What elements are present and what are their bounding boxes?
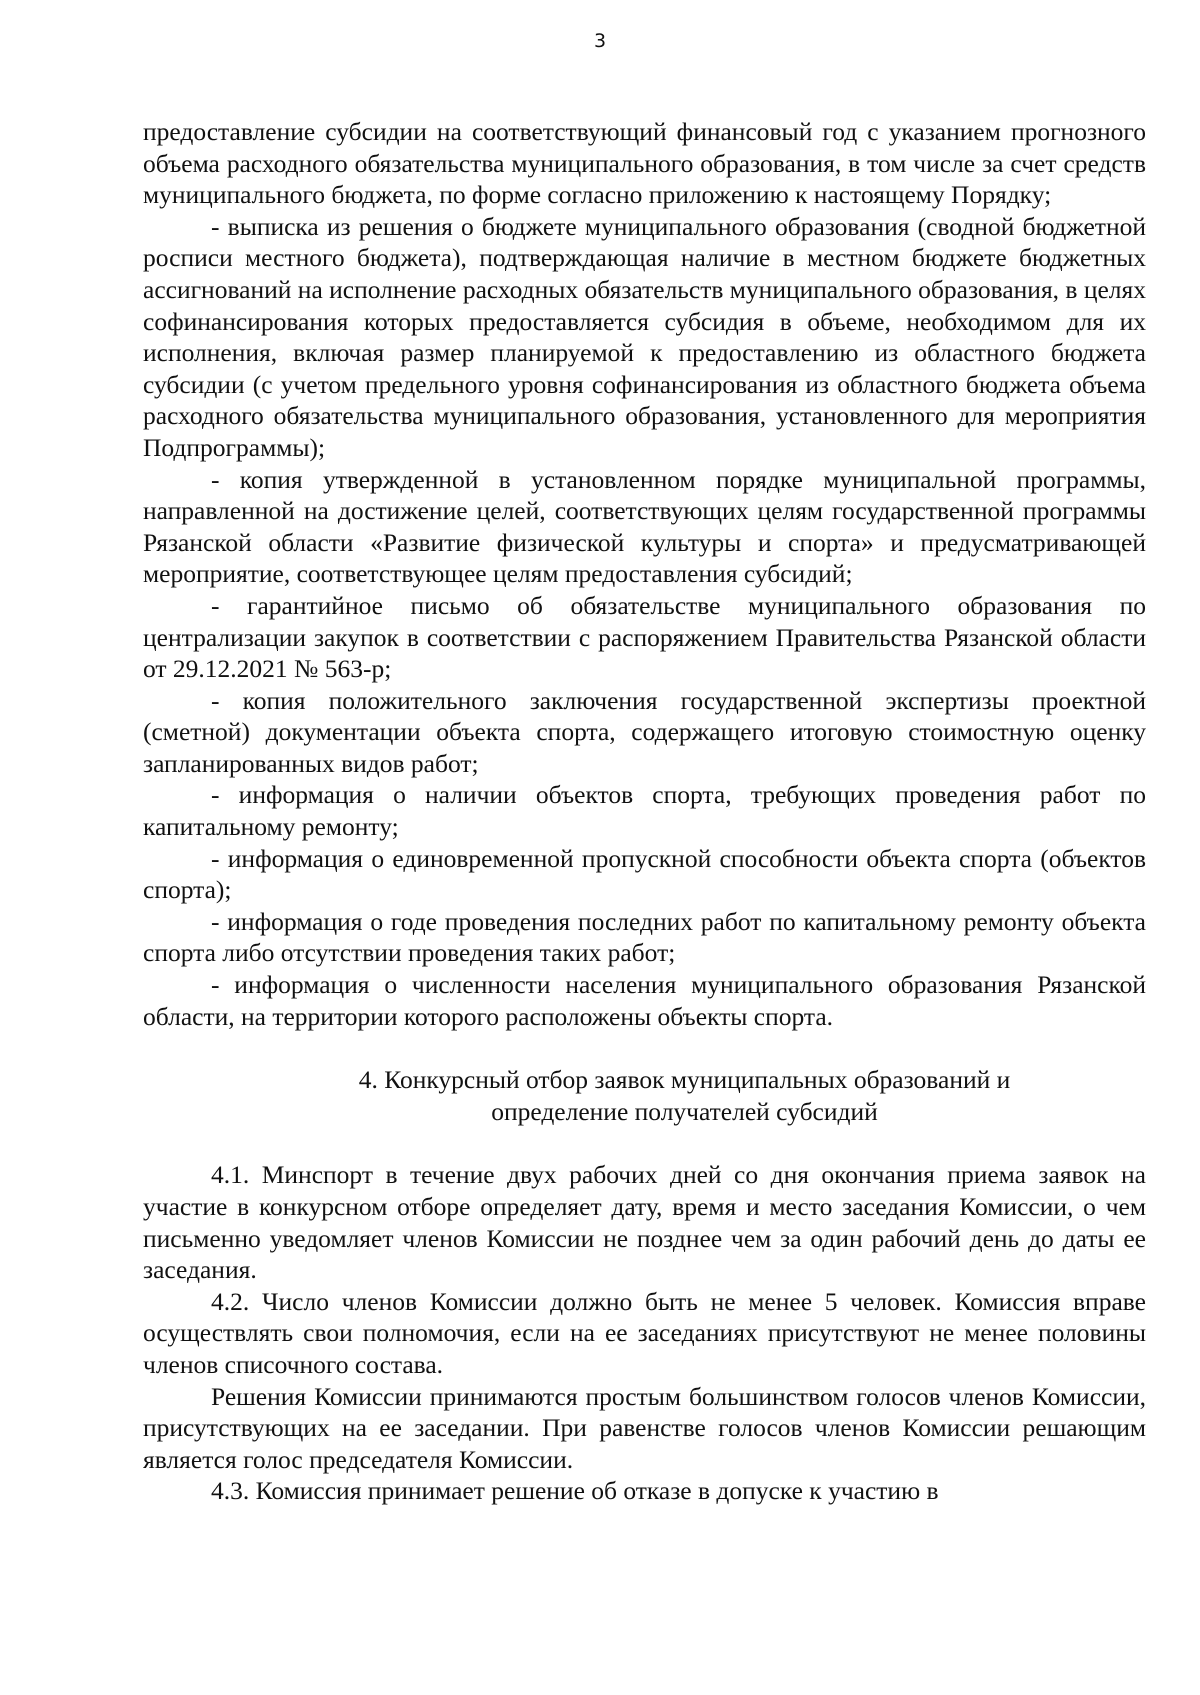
clause-4-3: 4.3. Комиссия принимает решение об отказе в допуске к участию в bbox=[211, 1476, 939, 1506]
clause-4-2-decisions: Решения Комиссии принимаются простым большинством голосов членов Комиссии, присутствующих на ее заседании. При равенстве голосов членов Комиссии решающим является голос председателя Комиссии. bbox=[143, 1381, 1146, 1474]
section-heading-line-2: определение получателей субсидий bbox=[491, 1096, 878, 1126]
paragraph-continuation: предоставление субсидии на соответствующий финансовый год с указанием прогнозного объема расходного обязательства муниципального образования, в том числе за счет средств муниципального бюджета, по форме согласно приложению к настоящему Порядку; bbox=[143, 117, 1146, 210]
list-item-capacity-info: - информация о единовременной пропускной способности объекта спорта (объектов спорта); bbox=[143, 843, 1146, 905]
list-item-guarantee-letter: - гарантийное письмо об обязательстве муниципального образования по централизации закупок в соответствии с распоряжением Правительства Рязанской области от 29.12.2021 № 563-р; bbox=[143, 590, 1146, 684]
list-item-repair-info: - информация о наличии объектов спорта, требующих проведения работ по капитальному ремонту; bbox=[143, 780, 1146, 842]
list-item-program-copy: - копия утвержденной в установленном порядке муниципальной программы, направленной на достижение целей, соответствующих целям государственной программы Рязанской области «Развитие физической культуры и спорта» и предусматривающей мероприятие, соответствующее целям предоставления субсидий; bbox=[143, 464, 1146, 589]
document-body bbox=[143, 116, 1146, 1507]
list-item-population-info: - информация о численности населения муниципального образования Рязанской области, на территории которого расположены объекты спорта. bbox=[143, 970, 1146, 1031]
clause-4-2: 4.2. Число членов Комиссии должно быть не менее 5 человек. Комиссия вправе осуществлять свои полномочия, если на ее заседаниях присутствуют не менее половины членов списочного состава. bbox=[143, 1286, 1146, 1379]
clause-4-1: 4.1. Минспорт в течение двух рабочих дней со дня окончания приема заявок на участие в конкурсном отборе определяет дату, время и место заседания Комиссии, о чем письменно уведомляет членов Комиссии не позднее чем за один рабочий день до даты ее заседания. bbox=[143, 1160, 1146, 1285]
list-item-budget-extract: - выписка из решения о бюджете муниципального образования (сводной бюджетной росписи местного бюджета), подтверждающая наличие в местном бюджете бюджетных ассигнований на исполнение расходных обязательств муниципального образования, в целях софинансирования которых предоставляется субсидия в объеме, необходимом для их исполнения, включая размер планируемой к предоставлению из областного бюджета субсидии (с учетом предельного уровня софинансирования из областного бюджета объема расходного обязательства муниципального образования, установленного для мероприятия Подпрограммы); bbox=[143, 211, 1147, 462]
list-item-expertise-copy: - копия положительного заключения государственной экспертизы проектной (сметной) документации объекта спорта, содержащего итоговую стоимостную оценку запланированных видов работ; bbox=[143, 685, 1146, 778]
section-heading bbox=[143, 1064, 1146, 1127]
section-heading-line-1: 4. Конкурсный отбор заявок муниципальных образований и bbox=[358, 1065, 1011, 1095]
page-number: 3 bbox=[593, 30, 607, 52]
list-item-repair-year-info: - информация о годе проведения последних работ по капитальному ремонту объекта спорта либо отсутствии проведения таких работ; bbox=[143, 906, 1146, 968]
